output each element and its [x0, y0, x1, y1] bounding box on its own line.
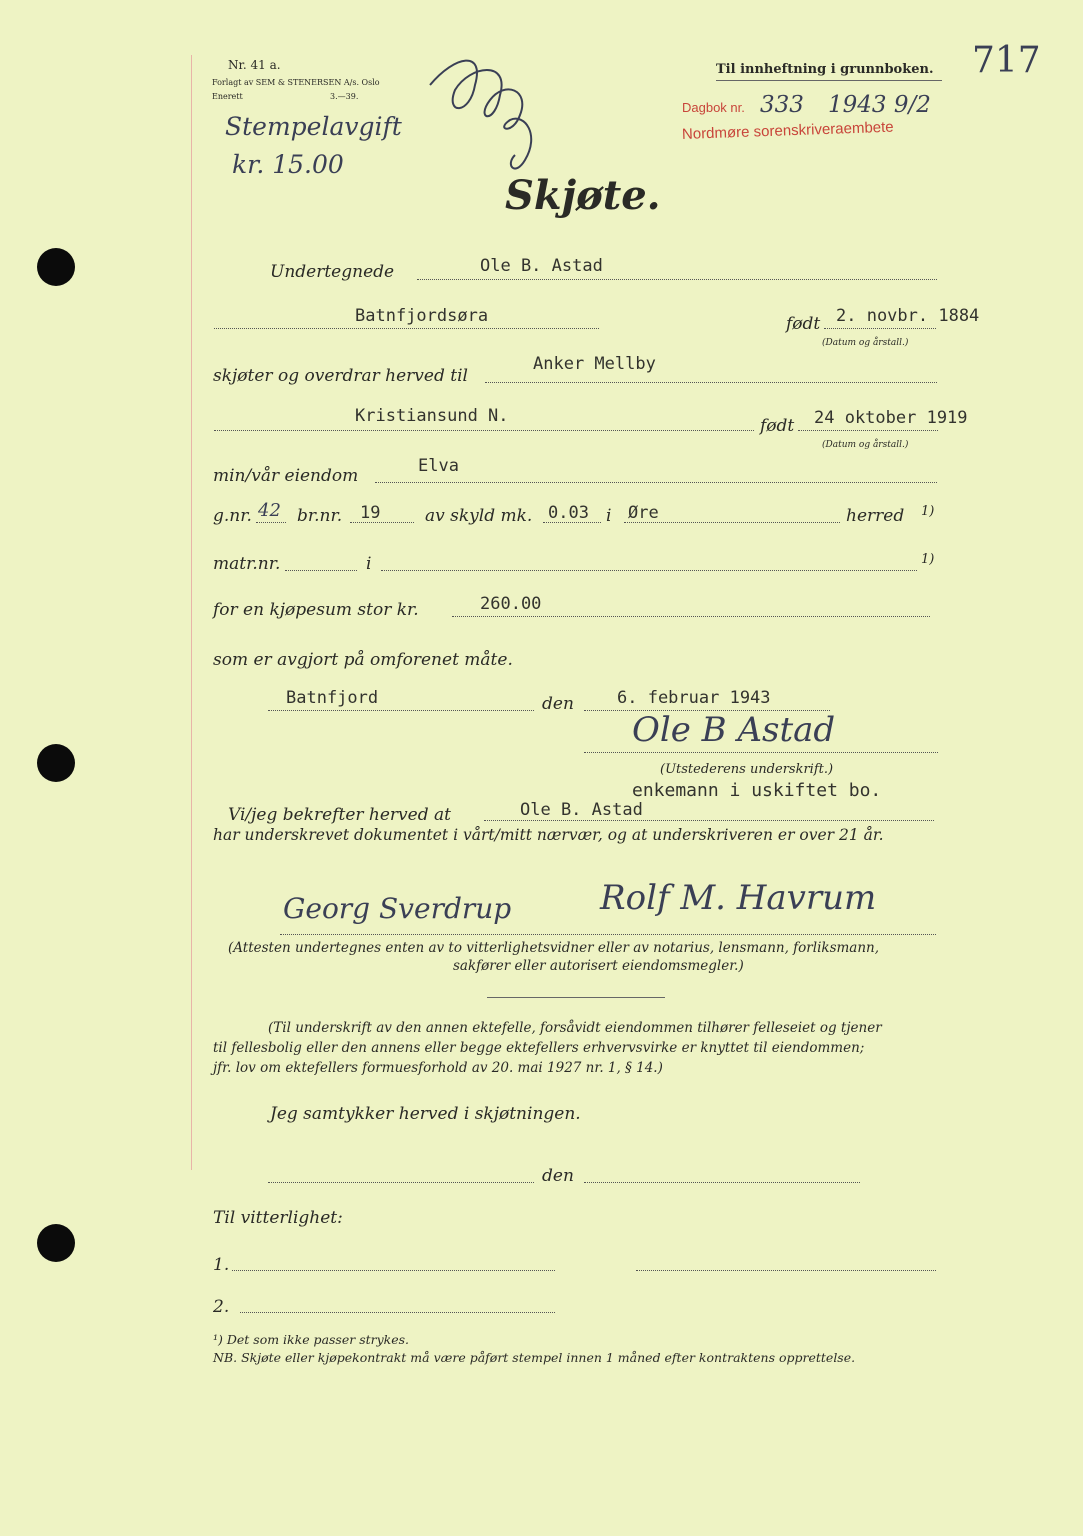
initials-scrawl — [415, 45, 550, 185]
buyer-name: Anker Mellby — [533, 354, 656, 374]
dotted-line — [214, 430, 754, 431]
spouse-note-2: til fellesbolig eller den annens eller begge ektefellers erhvervsvirke er knyttet til eiendommen; — [213, 1040, 865, 1056]
form-number: Nr. 41 a. — [228, 58, 281, 72]
dotted-line — [484, 820, 934, 821]
in-label: i — [606, 506, 612, 526]
date-note: (Datum og årstall.) — [822, 338, 909, 348]
dotted-line — [636, 1270, 936, 1271]
transfer-label: skjøter og overdrar herved til — [213, 366, 468, 386]
separator — [487, 997, 665, 998]
confirm-name: Ole B. Astad — [520, 800, 643, 820]
dotted-line — [240, 1312, 555, 1313]
footnote-mark: 1) — [921, 504, 935, 519]
gnr-value: 42 — [258, 500, 281, 521]
filing-note: Til innheftning i grunnboken. — [716, 62, 934, 77]
dotted-line — [584, 752, 938, 753]
exclusive-rights: Enerett — [212, 92, 243, 101]
dotted-line — [417, 279, 937, 280]
skyld-value: 0.03 — [548, 503, 589, 523]
dotted-line — [381, 570, 917, 571]
confirm-label: Vi/jeg bekrefter herved at — [228, 805, 451, 825]
witness-number-1: 1. — [213, 1255, 230, 1275]
punch-hole — [37, 744, 75, 782]
bnr-value: 19 — [360, 503, 381, 523]
seller-birth: 2. novbr. 1884 — [836, 306, 980, 326]
issuer-status: enkemann i uskiftet bo. — [632, 780, 882, 801]
spouse-note-1: (Til underskrift av den annen ektefelle, forsåvidt eiendommen tilhører felleseiet og tjener — [268, 1020, 882, 1036]
attest-caption-1: (Attesten undertegnes enten av to vitterlighetsvidner eller av notarius, lensmann, forliksmann, — [228, 940, 880, 956]
spouse-den-label: den — [542, 1166, 574, 1186]
dotted-line — [824, 328, 936, 329]
herred-label: herred — [846, 506, 905, 526]
spouse-note-3: jfr. lov om ektefellers formuesforhold av 20. mai 1927 nr. 1, § 14.) — [213, 1060, 663, 1076]
born-label-2: født — [760, 416, 795, 436]
dotted-line — [375, 482, 937, 483]
footnote-mark-2: 1) — [921, 552, 935, 567]
document-title: Skjøte. — [505, 172, 661, 219]
consent-text: Jeg samtykker herved i skjøtningen. — [270, 1104, 581, 1124]
confirm-text: har underskrevet dokumentet i vårt/mitt nærvær, og at underskriveren er over 21 år. — [213, 826, 884, 844]
issuer-caption: (Utstederens underskrift.) — [660, 762, 834, 777]
office-stamp: Nordmøre sorenskriveraembete — [681, 118, 894, 143]
seller-place: Batnfjordsøra — [355, 306, 489, 326]
dotted-line — [485, 382, 937, 383]
price-value: 260.00 — [480, 594, 542, 614]
buyer-birth: 24 oktober 1919 — [814, 408, 968, 428]
born-label: født — [786, 314, 821, 334]
dotted-line — [285, 570, 357, 571]
witness-number-2: 2. — [213, 1297, 230, 1317]
dotted-line — [280, 934, 936, 935]
date-note-2: (Datum og årstall.) — [822, 440, 909, 450]
stamp-duty-label: Stempelavgift — [225, 112, 402, 141]
dotted-line — [256, 522, 286, 523]
journal-year-date: 1943 9/2 — [828, 92, 931, 118]
undersigned-label: Undertegnede — [270, 262, 395, 282]
date: 6. februar 1943 — [617, 688, 771, 708]
dotted-line — [214, 328, 599, 329]
journal-number: 333 — [760, 92, 804, 118]
municipality: Øre — [628, 503, 659, 523]
filing-underline — [716, 80, 942, 81]
gnr-label: g.nr. — [213, 506, 252, 526]
settled-label: som er avgjort på omforenet måte. — [213, 650, 513, 670]
property-label: min/vår eiendom — [213, 466, 359, 486]
property-name: Elva — [418, 456, 459, 476]
witness-signature-1: Georg Sverdrup — [283, 892, 512, 925]
edition: 3.—39. — [330, 92, 359, 101]
page-number: 717 — [972, 40, 1041, 81]
dotted-line — [268, 710, 534, 711]
dotted-line — [584, 1182, 860, 1183]
issuer-signature: Ole B Astad — [632, 710, 836, 750]
skyld-label: av skyld mk. — [425, 506, 533, 526]
place: Batnfjord — [286, 688, 379, 708]
margin-rule — [191, 55, 192, 1170]
dotted-line — [232, 1270, 555, 1271]
price-label: for en kjøpesum stor kr. — [213, 600, 419, 620]
den-label: den — [542, 694, 574, 714]
dotted-line — [452, 616, 930, 617]
footnote-2: NB. Skjøte eller kjøpekontrakt må være påført stempel innen 1 måned efter kontraktens opprettelse. — [213, 1350, 856, 1365]
attest-caption-2: sakfører eller autorisert eiendomsmegler.) — [453, 958, 744, 974]
witness-signature-2: Rolf M. Havrum — [600, 878, 877, 918]
dotted-line — [798, 430, 938, 431]
matr-label: matr.nr. — [213, 554, 281, 574]
journal-prefix: Dagbok nr. — [682, 100, 745, 115]
witness-heading: Til vitterlighet: — [213, 1208, 343, 1228]
punch-hole — [37, 1224, 75, 1262]
footnote-1: ¹) Det som ikke passer strykes. — [213, 1332, 410, 1347]
dotted-line — [268, 1182, 534, 1183]
stamp-duty-amount: kr. 15.00 — [232, 150, 344, 179]
publisher: Forlagt av SEM & STENERSEN A/s. Oslo — [212, 78, 380, 87]
matr-in-label: i — [366, 554, 372, 574]
punch-hole — [37, 248, 75, 286]
bnr-label: br.nr. — [297, 506, 343, 526]
buyer-place: Kristiansund N. — [355, 406, 509, 426]
undersigned-value: Ole B. Astad — [480, 256, 603, 276]
